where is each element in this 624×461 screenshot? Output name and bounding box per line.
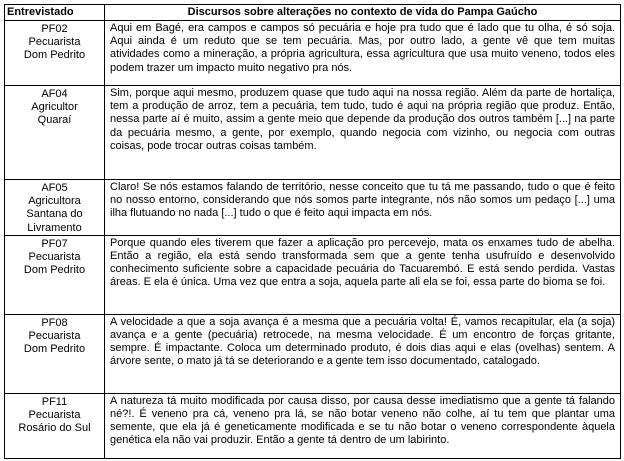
header-row — [5, 5, 621, 21]
interviewee-cell — [5, 86, 105, 180]
discourse-cell: Porque quando eles tiverem que fazer a aplicação pro percevejo, mata os enxames tudo de abelha. Então a região, ela está sendo transformada sem que a gente tenha usufruído e desenvolvido conhecimento suficiente sobre a capacidade pecuária do Tacuarembó. E está sendo perdida. Vastas áreas. E ela é única. Uma vez que entra a soja, aquela parte ali ela se foi, essa parte do bioma se foi. — [105, 235, 621, 314]
discourse-cell: A velocidade a que a soja avança é a mesma que a pecuária volta! É, vamos recapitular, ela (a soja) avança e a gente (pecuária) retrocede, na mesma velocidade. É um encontro de forças gritante, sempre. É impactante. Coloca um determinado produto, é dois dias aqui e elas (ovelhas) sentem. A árvore sente, o mato já tá se deteriorando e a gente tem isso documentado, catalogado. — [105, 314, 621, 393]
interviewee-role: Pecuarista — [28, 409, 81, 422]
table-row — [5, 393, 621, 458]
interviewee-id: PF07 — [41, 237, 68, 250]
interviewee-place: Quaraí — [37, 114, 72, 127]
discourse-cell: Claro! Se nós estamos falando de território, nesse conceito que tu tá me passando, tudo o que é feito no nosso entorno, considerando que nós somos parte integrante, nós não somos um pedaço [...] uma ilha flutuando no nada [...] tudo o que é feito aqui impacta em nós. — [105, 180, 621, 236]
interviewee-id: PF08 — [41, 316, 68, 329]
interviewee-place: Santana do Livramento — [26, 208, 83, 234]
interviewee-cell — [5, 235, 105, 314]
table-row — [5, 86, 621, 180]
interviewee-place: Rosário do Sul — [18, 422, 91, 435]
table-row — [5, 314, 621, 393]
interviewee-id: AF04 — [41, 88, 68, 100]
interviewee-role: Pecuarista — [28, 251, 81, 264]
interviewee-role: Pecuarista — [28, 330, 81, 343]
interviewee-id: AF05 — [41, 182, 68, 194]
header-interviewee: Entrevistado — [5, 5, 105, 21]
header-discourse: Discursos sobre alterações no contexto de vida do Pampa Gaúcho — [105, 5, 621, 21]
interviewee-place: Dom Pedrito — [23, 49, 86, 62]
discourse-cell: Sim, porque aqui mesmo, produzem quase que tudo aqui na nossa região. Além da parte de hortaliça, tem a produção de arroz, tem a pecuária, tem tudo, tudo é aqui na própria região que produz. Então, nessa parte aí é muito, assim a gente meio que depende da produção dos outros também [...] na parte da pecuária mesmo, a gente, por exemplo, quando negocia com vizinho, ou negocia com outras coisas, pode trocar outras coisas também. — [105, 86, 621, 180]
interviewee-place: Dom Pedrito — [23, 264, 86, 277]
interviews-table — [4, 4, 621, 459]
discourse-cell: Aqui em Bagé, era campos e campos só pecuária e hoje pra tudo que é lado que tu olha, é só soja. Aqui ainda é um reduto que se tem pecuária. Mas, por outro lado, a gente vê que tem muitas atividades como a mineração, a própria agricultura, essa agricultura que usa muito veneno, todos eles podem trazer um impacto muito negativo pra nós. — [105, 21, 621, 86]
interviewee-id: PF02 — [41, 23, 68, 35]
interviewee-role: Agricultora — [28, 195, 81, 208]
interviewee-id: PF11 — [41, 395, 68, 408]
discourse-cell: A natureza tá muito modificada por causa disso, por causa desse imediatismo que a gente tá falando né?!. É veneno pra cá, veneno pra lá, se não botar veneno não colhe, aí tu tem que plantar uma semente, que ela já é geneticamente modificada e se tu não botar o veneno correspondente àquela genética ela não vai produzir. Então a gente tá dentro de um labirinto. — [105, 393, 621, 458]
interviewee-place: Dom Pedrito — [23, 343, 86, 356]
interviewee-role: Agricultor — [31, 101, 78, 114]
interviewee-cell — [5, 180, 105, 236]
interviewee-role: Pecuarista — [28, 36, 81, 49]
table-row — [5, 21, 621, 86]
interviewee-cell — [5, 314, 105, 393]
table-row — [5, 235, 621, 314]
interviewee-cell — [5, 393, 105, 458]
interviewee-cell — [5, 21, 105, 86]
table-row — [5, 180, 621, 236]
